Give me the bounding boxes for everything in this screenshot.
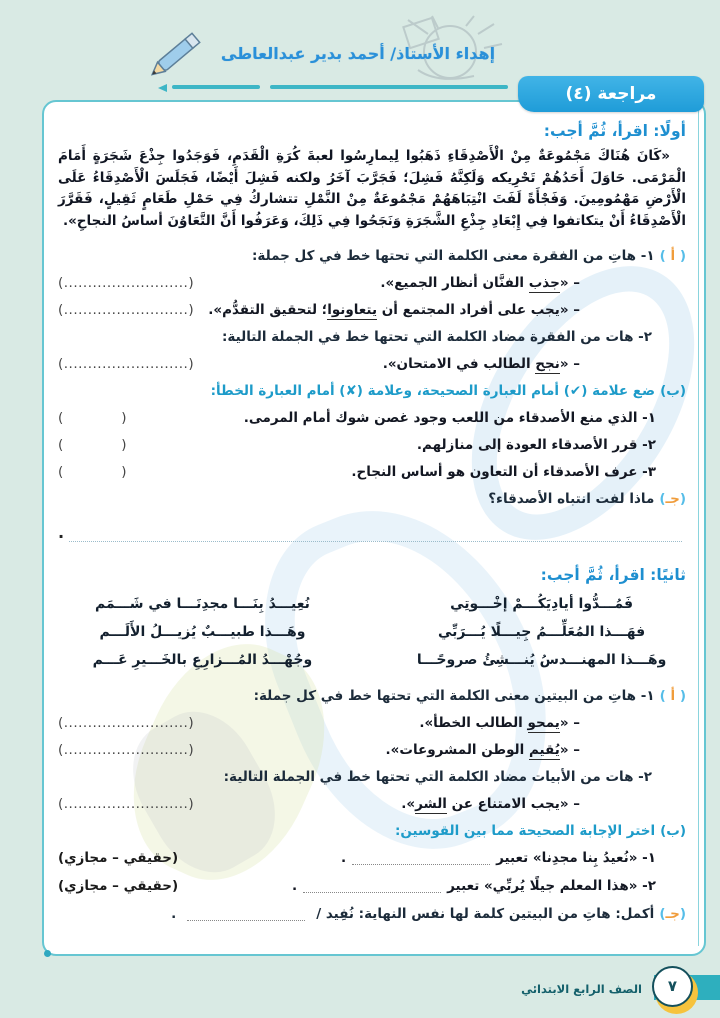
part-b-label: (ب): [660, 822, 686, 839]
check-blank: ( ): [58, 436, 128, 453]
s2-b-choice2: ٢- «هذا المعلم جيلًا يُربِّي» تعبير . (حقيقي – مجازي): [58, 878, 656, 894]
dedication-underline: [158, 84, 510, 90]
underlined-word: جذب: [528, 274, 560, 291]
s1-part-a-question2: ٢- هات من الفقرة مضاد الكلمة التي تحتها خط في الجملة التالية:: [222, 328, 652, 345]
check-blank: ( ): [58, 463, 128, 480]
check-blank: ( ): [58, 409, 128, 426]
part-a-label: ( أ ): [659, 247, 686, 264]
s1-part-a-question1: ( أ ) ١- هاتِ من الفقرة معنى الكلمة التي تحتها خط في كل جملة:: [251, 247, 686, 264]
dotted-blank: [187, 908, 305, 921]
grade-label: الصف الرابع الابتدائي: [521, 982, 642, 996]
part-a-label: ( أ ): [659, 687, 686, 704]
reading-passage: «كَانَ هُنَاكَ مَجْمُوعَةٌ مِنْ الْأَصْدِقَاءِ ذَهَبُوا لِيمارِسُوا لعبةَ كُرَةِ الْقَدَمِ، فَوَجَدُوا جِذْعَ شَجَرَةٍ أَمَامَ الْمَرْمَى. حَاوَلَ أَحَدُهُمْ تَحْرِيكه وَلَكِنَّهُ فَشِلَ؛ فَجَرَّبَ آخَرُ ولكنه فَشِلَ أَيْضًا، فَجَلَسَ الْأَصْدِقَاءُ عَلَى الْأَرْضِ مَهْمُومِينَ. وَفَجْأَةً لَفَتَ انْتِبَاهَهُمْ مَجْمُوعَةٌ مِنْ النَّمْلِ تتشاركُ فِي حَمْلِ طَعَامٍ ثَقِيلٍ، فَقَرَّرَ الْأَصْدِقَاءُ أَنْ يتكاتفوا فِي إِبْعَادِ جِذْعِ الشَّجَرَةِ وَنَجَحُوا فِي ذَلِكَ، وَعَرَفُوا أَنَّ التَّعَاوُنَ أساسُ النجاحِ».: [58, 148, 686, 229]
answer-blank: (..........................): [58, 355, 195, 372]
underlined-word: يمحو: [527, 714, 560, 731]
s1-b-statement2: ٢- قرر الأصدقاء العودة إلى منازلهم. ( ): [58, 436, 656, 453]
s2-part-a-question1: ( أ ) ١- هاتِ من البيتين معنى الكلمة التي تحتها خط في كل جملة:: [253, 687, 686, 704]
s2-a2-item: – «يجب الامتناع عن الشر». (..........................): [58, 795, 580, 812]
part-c-label: (جـ): [659, 490, 686, 507]
answer-blank: (..........................): [58, 274, 195, 291]
s2-part-a-question2: ٢- هات من الأبيات مضاد الكلمة التي تحتها خط في الجملة التالية:: [223, 768, 652, 785]
section2-title: ثانيًا: اقرأ، ثُمَّ أجب:: [540, 566, 686, 584]
page-number: ٧: [652, 966, 693, 1007]
poem-verses: [58, 590, 686, 674]
s1-b-statement3: ٣- عرف الأصدقاء أن التعاون هو أساس النجاح. ( ): [58, 463, 656, 480]
s2-a-item2: – «يُقيم الوطن المشروعات». (..........................): [58, 741, 580, 758]
worksheet-card: [42, 100, 706, 956]
s1-part-b-heading: (ب) ضع علامة (✔) أمام العبارة الصحيحة، وعلامة (✘) أمام العبارة الخطأ:: [210, 382, 686, 399]
answer-blank: (..........................): [58, 714, 195, 731]
verse-1: فَمُـــدُّوا أيادِيَكُـــمْ إخْـــوتِي نُعِيـــدُ بِنَـــا مجدِنَـــا في شَـــمَم: [94, 596, 634, 612]
answer-line: .: [58, 522, 686, 542]
s2-a-item1: – «يمحو الطالب الخطأ». (..........................): [58, 714, 580, 731]
dedication-text: إهداء الأستاذ/ أحمد بدير عبدالعاطى: [220, 44, 496, 63]
s1-part-c-question: (جـ) ماذا لفت انتباه الأصدقاء؟: [488, 490, 686, 507]
dotted-blank: [303, 880, 441, 893]
underlined-word: الشر: [415, 795, 447, 812]
answer-blank: (..........................): [58, 741, 195, 758]
choice-options: (حقيقي – مجازي): [58, 850, 179, 866]
card-corner-dot: [44, 950, 51, 957]
s1-a-item1: – «جذب الفنَّان أنظار الجميع». (..........................): [58, 274, 580, 291]
s1-a2-item: – «نجح الطالب في الامتحان». (..........................): [58, 355, 580, 372]
s1-a-item2: – «يجب على أفراد المجتمع أن يتعاونوا؛ لتحقيق التقدُّم». (..........................): [58, 301, 580, 318]
pencil-icon: [138, 21, 220, 83]
verse-3: وهَـــذا المهنـــدسُ يُنـــشِئُ صروحًـــا وجُهْـــدُ المُـــزارِعِ بالخَـــيرِ عَـــم: [92, 652, 667, 668]
part-c-label: (جـ): [659, 906, 686, 922]
answer-blank: (..........................): [58, 301, 195, 318]
section1-title: أولًا: اقرأ، ثُمَّ أجب:: [543, 122, 686, 140]
review-badge: مراجعة (٤): [518, 76, 704, 112]
s2-part-b-heading: (ب) اختر الإجابة الصحيحة مما بين القوسين:: [395, 822, 686, 839]
part-b-label: (ب): [660, 382, 686, 399]
underlined-word: يُقيم: [528, 741, 560, 758]
s2-part-c-complete: (جـ) أكمل: هاتِ من البيتين كلمة لها نفس النهاية: نُفِيد / .: [171, 906, 686, 922]
underlined-word: يتعاونوا: [327, 301, 378, 318]
s1-b-statement1: ١- الذي منع الأصدقاء من اللعب وجود غصن شوك أمام المرمى. ( ): [58, 409, 656, 426]
dotted-blank: [352, 852, 490, 865]
verse-2: فهَـــذا المُعَلِّـــمُ جِيـــلًا يُـــرَبِّي وهَـــذا طبيـــبٌ يُزيـــلُ الأَلَـــم: [99, 624, 646, 640]
s2-b-choice1: ١- «نُعيدُ بِنا مجدِنا» تعبير . (حقيقي – مجازي): [58, 850, 656, 866]
card-inner-right-line: [698, 110, 699, 946]
answer-blank: (..........................): [58, 795, 195, 812]
choice-options: (حقيقي – مجازي): [58, 878, 179, 894]
underlined-word: نجح: [535, 355, 560, 372]
